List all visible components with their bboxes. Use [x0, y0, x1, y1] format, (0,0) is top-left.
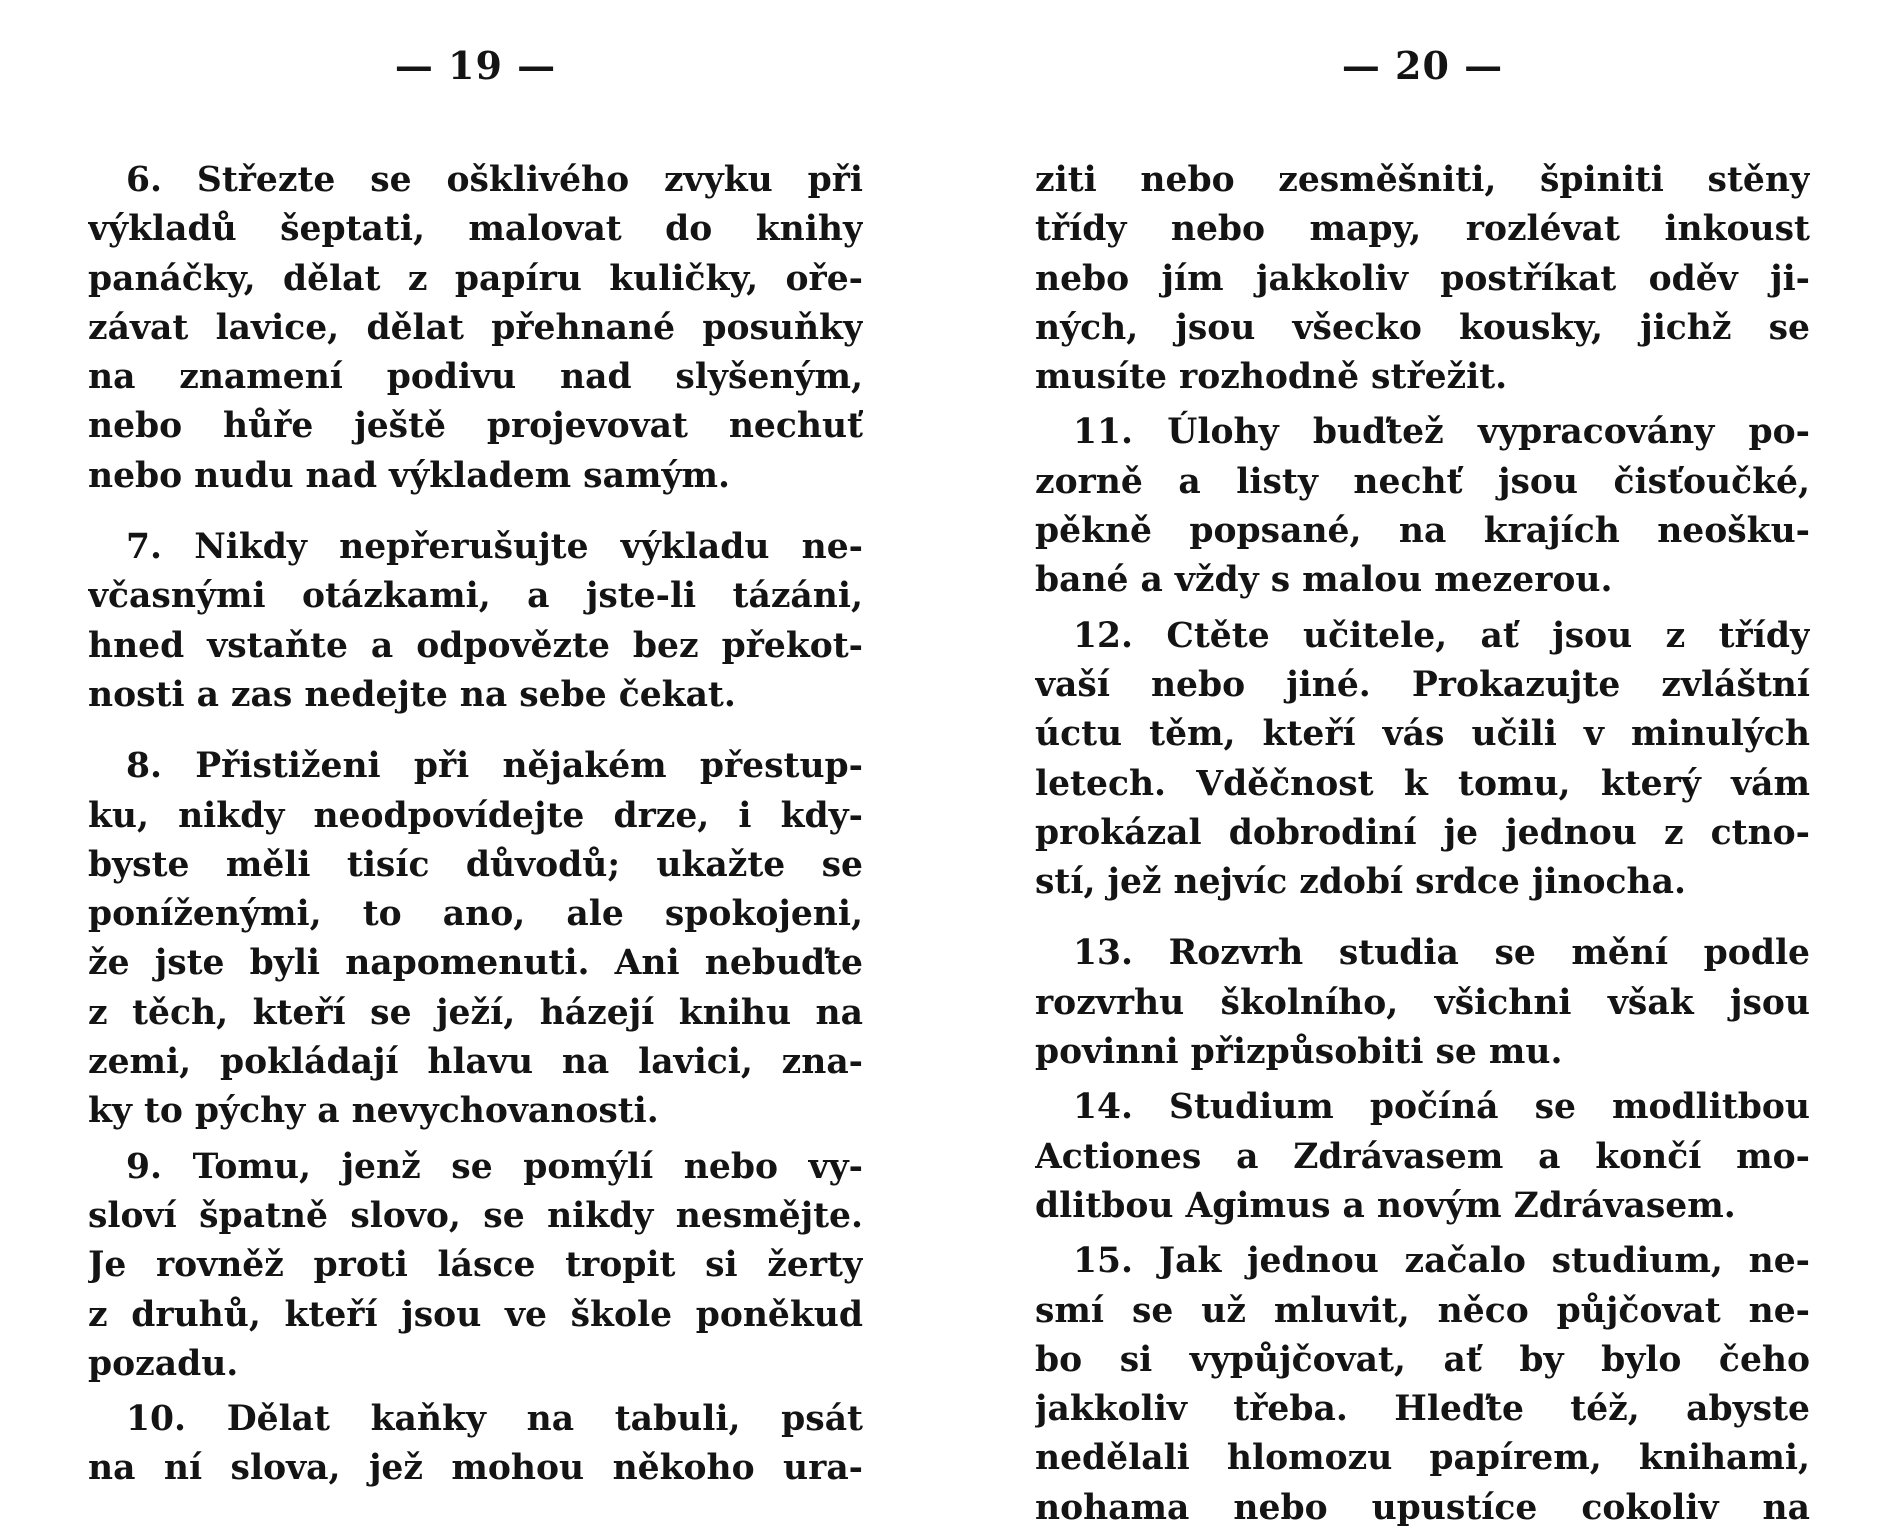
- text-line: pěkně popsané, na krajích neošku-: [1035, 511, 1810, 552]
- paragraph-6: [88, 156, 863, 501]
- text-line: 9. Tomu, jenž se pomýlí nebo vy-: [126, 1146, 863, 1187]
- page-number-left: — 19 —: [394, 43, 557, 88]
- text-line: zemi, pokládají hlavu na lavici, zna-: [88, 1042, 863, 1083]
- text-line: závat lavice, dělat přehnané posuňky: [88, 307, 863, 348]
- text-line: z těch, kteří se ježí, házejí knihu na: [88, 992, 863, 1033]
- text-line: Je rovněž proti lásce tropit si žerty: [88, 1245, 863, 1286]
- text-line: 13. Rozvrh studia se mění podle: [1073, 933, 1810, 974]
- text-line: ziti nebo zesměšniti, špiniti stěny: [1035, 160, 1810, 200]
- text-line: hned vstaňte a odpovězte bez překot-: [88, 625, 863, 666]
- text-line: 11. Úlohy buďtež vypracovány po-: [1073, 412, 1810, 453]
- text-line: výkladů šeptati, malovat do knihy: [88, 209, 863, 250]
- text-line: letech. Vděčnost k tomu, který vám: [1035, 763, 1810, 804]
- text-line: panáčky, dělat z papíru kuličky, oře-: [88, 258, 863, 299]
- paragraph-8: [88, 742, 863, 1136]
- paragraph-7: [88, 523, 863, 720]
- text-line: sloví špatně slovo, se nikdy nesmějte.: [88, 1195, 863, 1236]
- text-line: 6. Střezte se ošklivého zvyku při: [126, 160, 863, 200]
- text-line: bané a vždy s malou mezerou.: [1035, 560, 1613, 601]
- paragraph-15: [1035, 1237, 1810, 1533]
- text-line: poníženými, to ano, ale spokojeni,: [88, 894, 863, 935]
- text-line: ných, jsou všecko kousky, jichž se: [1035, 307, 1810, 348]
- text-line: zorně a listy nechť jsou čisťoučké,: [1035, 461, 1810, 502]
- text-line: úctu těm, kteří vás učili v minulých: [1035, 714, 1810, 755]
- text-line: bo si vypůjčovat, ať by bylo čeho: [1035, 1339, 1810, 1380]
- left-page: [88, 38, 863, 1500]
- text-line: 8. Přistiženi při nějakém přestup-: [126, 746, 863, 787]
- text-line: na ní slova, jež mohou někoho ura-: [88, 1448, 863, 1489]
- text-line: 14. Studium počíná se modlitbou: [1073, 1087, 1810, 1128]
- text-line: nebo jím jakkoliv postříkat oděv ji-: [1035, 258, 1810, 299]
- text-line: nedělali hlomozu papírem, knihami,: [1035, 1438, 1810, 1479]
- text-line: ku, nikdy neodpovídejte drze, i kdy-: [88, 795, 863, 836]
- text-line: pozadu.: [88, 1343, 239, 1384]
- paragraph-14: [1035, 1083, 1810, 1231]
- text-line: prokázal dobrodiní je jednou z ctno-: [1035, 812, 1810, 853]
- text-line: rozvrhu školního, všichni však jsou: [1035, 982, 1810, 1023]
- text-line: nebo hůře ještě projevovat nechuť: [88, 406, 863, 447]
- text-line: že jste byli napomenuti. Ani nebuďte: [88, 943, 863, 984]
- text-line: povinni přizpůsobiti se mu.: [1035, 1032, 1563, 1073]
- text-line: na znamení podivu nad slyšeným,: [88, 357, 863, 398]
- paragraph-9: [88, 1143, 863, 1389]
- text-line: 15. Jak jednou začalo studium, ne-: [1073, 1241, 1810, 1282]
- text-line: smí se už mluvit, něco půjčovat ne-: [1035, 1290, 1810, 1331]
- text-line: třídy nebo mapy, rozlévat inkoust: [1035, 209, 1810, 250]
- text-line: jakkoliv třeba. Hleďte též, abyste: [1035, 1389, 1810, 1430]
- text-line: z druhů, kteří jsou ve škole poněkud: [88, 1294, 863, 1335]
- paragraph-10: [88, 1395, 863, 1494]
- text-line: dlitbou Agimus a novým Zdrávasem.: [1035, 1185, 1736, 1226]
- text-line: včasnými otázkami, a jste-li tázáni,: [88, 576, 863, 617]
- paragraph-12: [1035, 612, 1810, 908]
- text-line: Actiones a Zdrávasem a končí mo-: [1035, 1136, 1810, 1177]
- page-number-right: — 20 —: [1341, 43, 1504, 88]
- paragraph-13: [1035, 929, 1810, 1077]
- paragraph-10-continued: [1035, 156, 1810, 402]
- right-page: [1035, 38, 1810, 1539]
- text-line: 12. Ctěte učitele, ať jsou z třídy: [1073, 615, 1810, 656]
- text-line: musíte rozhodně střežit.: [1035, 357, 1508, 398]
- text-line: nosti a zas nedejte na sebe čekat.: [88, 674, 736, 715]
- text-line: 10. Dělat kaňky na tabuli, psát: [126, 1399, 863, 1440]
- text-line: nohama nebo upustíce cokoliv na: [1035, 1487, 1810, 1528]
- text-line: 7. Nikdy nepřerušujte výkladu ne-: [126, 527, 863, 568]
- text-line: ky to pýchy a nevychovanosti.: [88, 1091, 659, 1132]
- text-line: vaší nebo jiné. Prokazujte zvláštní: [1035, 664, 1810, 705]
- text-line: nebo nudu nad výkladem samým.: [88, 455, 731, 496]
- text-line: byste měli tisíc důvodů; ukažte se: [88, 844, 863, 885]
- text-line: stí, jež nejvíc zdobí srdce jinocha.: [1035, 862, 1687, 903]
- paragraph-11: [1035, 408, 1810, 605]
